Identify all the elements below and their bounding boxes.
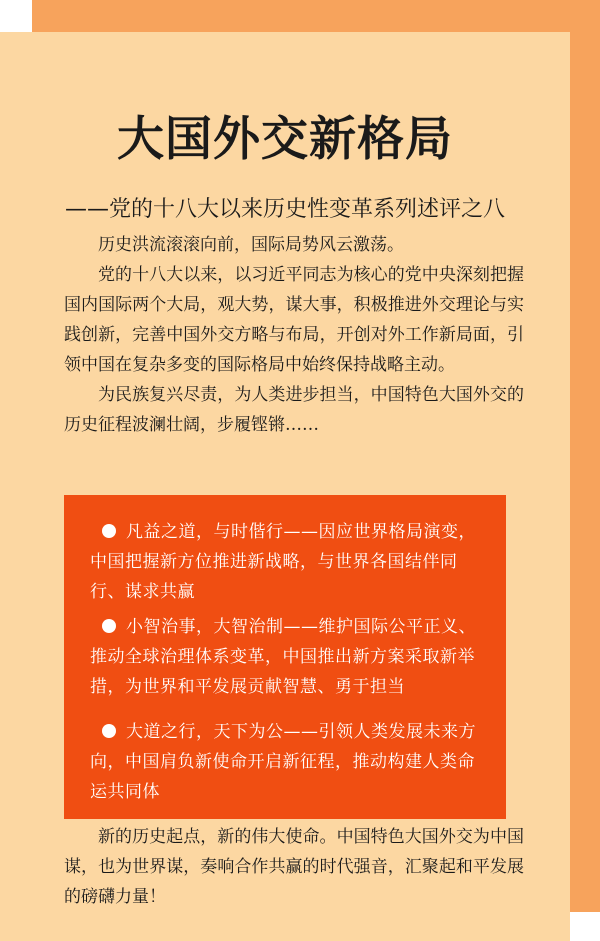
key-point-text: 小智治事，大智治制——维护国际公平正义、推动全球治理体系变革，中国推出新方案采取新举措，为世界和平发展贡献智慧、勇于担当 (90, 617, 476, 697)
front-card (0, 32, 570, 941)
page-title: 大国外交新格局 (117, 112, 453, 167)
key-point (90, 517, 490, 607)
page-subtitle: ——党的十八大以来历史性变革系列述评之八 (64, 197, 505, 222)
intro-paragraph: 党的十八大以来，以习近平同志为核心的党中央深刻把握国内国际两个大局，观大势，谋大事，积极推进外交理论与实践创新，完善中国外交方略与布局，开创对外工作新局面，引领中国在复杂多变的国际格局中始终保持战略主动。 (64, 265, 524, 375)
intro-paragraph: 为民族复兴尽责，为人类进步担当，中国特色大国外交的历史征程波澜壮阔，步履铿锵…… (64, 385, 524, 435)
key-point-text: 大道之行，天下为公——引领人类发展未来方向，中国肩负新使命开启新征程，推动构建人类命运共同体 (90, 722, 476, 802)
outro-paragraph: 新的历史起点，新的伟大使命。中国特色大国外交为中国谋，也为世界谋，奏响合作共赢的时代强音，汇聚起和平发展的磅礴力量！ (64, 827, 524, 907)
intro-paragraph: 历史洪流滚滚向前，国际局势风云激荡。 (98, 235, 404, 255)
intro-text (64, 230, 524, 440)
bullet-icon (102, 724, 116, 738)
key-point (90, 612, 490, 702)
bullet-icon (102, 619, 116, 633)
bullet-icon (102, 524, 116, 538)
highlight-box (64, 495, 506, 819)
key-point-text: 凡益之道，与时偕行——因应世界格局演变，中国把握新方位推进新战略，与世界各国结伴同行、谋求共赢 (90, 522, 476, 602)
outro-text (64, 822, 524, 912)
key-point (90, 717, 490, 807)
